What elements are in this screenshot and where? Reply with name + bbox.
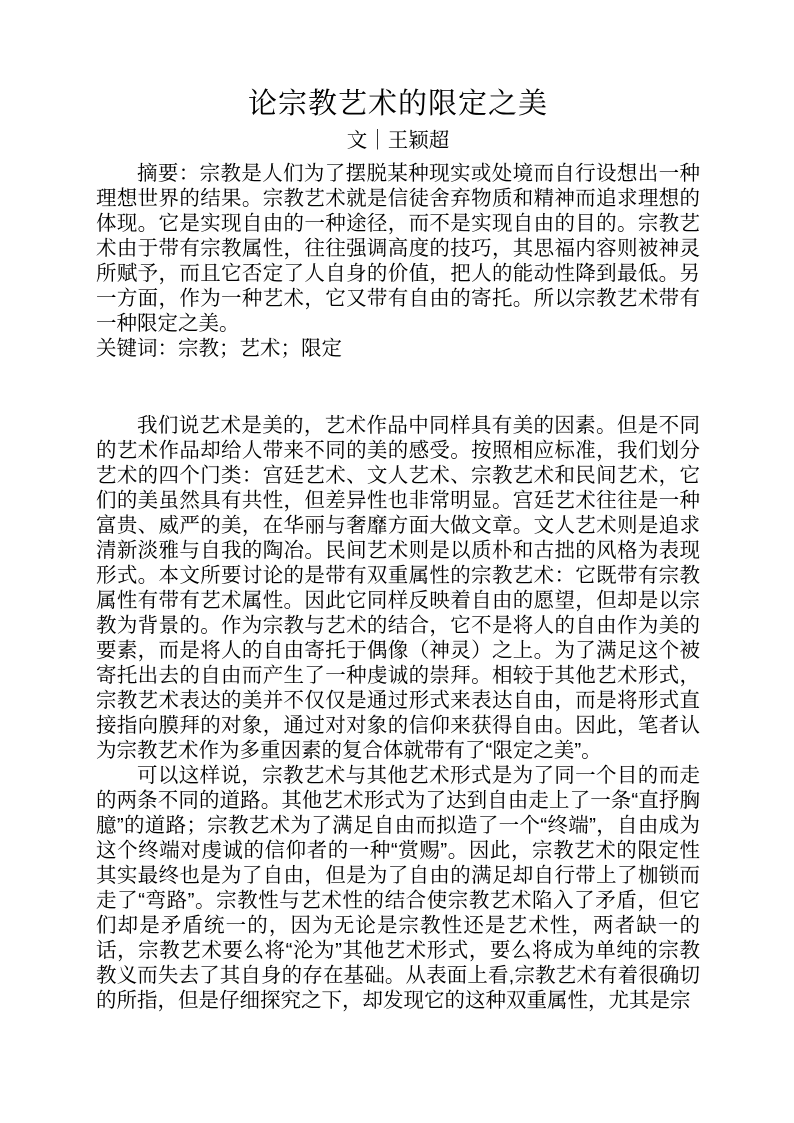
body-paragraph: 可以这样说，宗教艺术与其他艺术形式是为了同一个目的而走的两条不同的道路。其他艺术形式为了达到自由走上了一条“直抒胸臆”的道路；宗教艺术为了满足自由而拟造了一个“终端”，自由成为这个终端对虔诚的信仰者的一种“赏赐”。因此，宗教艺术的限定性其实最终也是为了自由，但是为了自由的满足却自行带上了枷锁而走了“弯路”。宗教性与艺术性的结合使宗教艺术陷入了矛盾，但它们却是矛盾统一的，因为无论是宗教性还是艺术性，两者缺一的话，宗教艺术要么将“沦为”其他艺术形式，要么将成为单纯的宗教教义而失去了其自身的存在基础。从表面上看,宗教艺术有着很确切的所指，但是仔细探究之下，却发现它的这种双重属性，尤其是宗 — [96, 764, 700, 1012]
body-paragraph: 我们说艺术是美的，艺术作品中同样具有美的因素。但是不同的艺术作品却给人带来不同的美的感受。按照相应标准，我们划分艺术的四个门类：宫廷艺术、文人艺术、宗教艺术和民间艺术，它们的美虽然具有共性，但差异性也非常明显。宫廷艺术往往是一种富贵、威严的美，在华丽与奢靡方面大做文章。文人艺术则是追求清新淡雅与自我的陶冶。民间艺术则是以质朴和古拙的风格为表现形式。本文所要讨论的是带有双重属性的宗教艺术：它既带有宗教属性有带有艺术属性。因此它同样反映着自由的愿望，但却是以宗教为背景的。作为宗教与艺术的结合，它不是将人的自由作为美的要素，而是将人的自由寄托于偶像（神灵）之上。为了满足这个被寄托出去的自由而产生了一种虔诚的崇拜。相较于其他艺术形式，宗教艺术表达的美并不仅仅是通过形式来表达自由，而是将形式直接指向膜拜的对象，通过对对象的信仰来获得自由。因此，笔者认为宗教艺术作为多重因素的复合体就带有了“限定之美”。 — [96, 414, 700, 762]
page-title: 论宗教艺术的限定之美 — [247, 88, 548, 120]
abstract-paragraph: 摘要：宗教是人们为了摆脱某种现实或处境而自行设想出一种理想世界的结果。宗教艺术就是信徒舍弃物质和精神而追求理想的体现。它是实现自由的一种途径，而不是实现自由的目的。宗教艺术由于带有宗教属性，往往强调高度的技巧，其思福内容则被神灵所赋予，而且它否定了人自身的价值，把人的能动性降到最低。另一方面，作为一种艺术，它又带有自由的寄托。所以宗教艺术带有一种限定之美。 — [96, 162, 700, 335]
byline: 文｜王颖超 — [346, 129, 450, 152]
keywords-line: 关键词：宗教；艺术；限定 — [96, 337, 342, 360]
